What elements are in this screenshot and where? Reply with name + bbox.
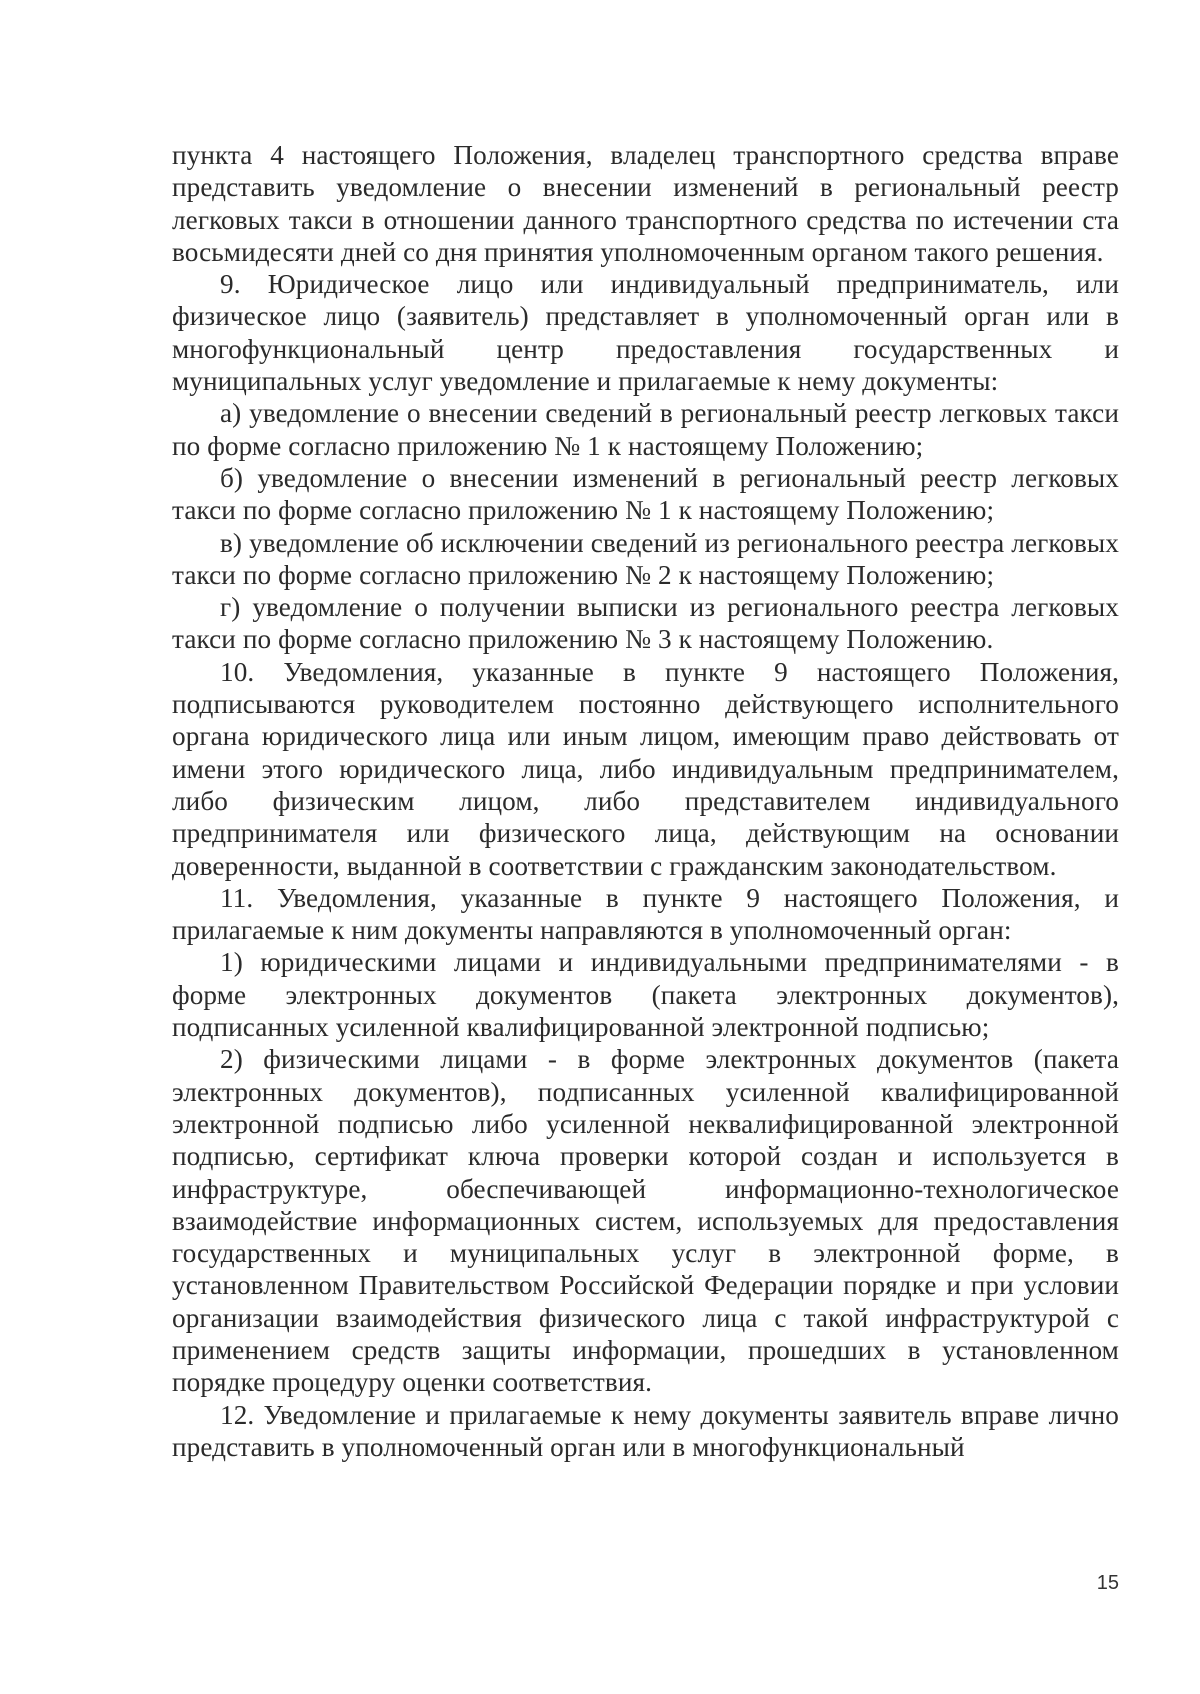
paragraph-9-b: б) уведомление о внесении изменений в региональный реестр легковых такси по форме согласно приложению № 1 к настоящему Положению;	[172, 462, 1119, 526]
document-body	[172, 139, 1119, 1463]
paragraph-9-a: а) уведомление о внесении сведений в региональный реестр легковых такси по форме согласно приложению № 1 к настоящему Положению;	[172, 398, 1119, 461]
paragraph-continuation: пункта 4 настоящего Положения, владелец транспортного средства вправе представить уведомление о внесении изменений в региональный реестр легковых такси в отношении данного транспортного средства по истечении ста восьмидесяти дней со дня принятия уполномоченным органом такого решения.	[172, 140, 1119, 267]
page-number: 15	[1096, 1572, 1119, 1594]
paragraph-9-g: г) уведомление о получении выписки из регионального реестра легковых такси по форме согласно приложению № 3 к настоящему Положению.	[172, 592, 1119, 655]
paragraph-11-1: 1) юридическими лицами и индивидуальными предпринимателями - в форме электронных документов (пакета электронных документов), подписанных усиленной квалифицированной электронной подписью;	[172, 947, 1119, 1043]
paragraph-10: 10. Уведомления, указанные в пункте 9 настоящего Положения, подписываются руководителем постоянно действующего исполнительного органа юридического лица или иным лицом, имеющим право действовать от имени этого юридического лица, либо индивидуальным предпринимателем, либо физическим лицом, либо представителем индивидуального предпринимателя или физического лица, действующим на основании доверенности, выданной в соответствии с гражданским законодательством.	[172, 656, 1119, 881]
paragraph-11: 11. Уведомления, указанные в пункте 9 настоящего Положения, и прилагаемые к ним документы направляются в уполномоченный орган:	[172, 882, 1119, 946]
paragraph-9-v: в) уведомление об исключении сведений из регионального реестра легковых такси по форме согласно приложению № 2 к настоящему Положению;	[172, 527, 1119, 590]
paragraph-11-2: 2) физическими лицами - в форме электронных документов (пакета электронных документов), подписанных усиленной квалифицированной электронной подписью либо усиленной неквалифицированной электронной подписью, сертификат ключа проверки которой создан и используется в инфраструктуре, обеспечивающей информационно-технологическое взаимодействие информационных систем, используемых для предоставления государственных и муниципальных услуг в электронной форме, в установленном Правительством Российской Федерации порядке и при условии организации взаимодействия физического лица с такой инфраструктурой с применением средств защиты информации, прошедших в установленном порядке процедуру оценки соответствия.	[172, 1044, 1119, 1398]
paragraph-9: 9. Юридическое лицо или индивидуальный предприниматель, или физическое лицо (заявитель) представляет в уполномоченный орган или в многофункциональный центр предоставления государственных и муниципальных услуг уведомление и прилагаемые к нему документы:	[172, 269, 1119, 397]
paragraph-12: 12. Уведомление и прилагаемые к нему документы заявитель вправе лично представить в уполномоченный орган или в многофункциональный	[172, 1399, 1119, 1462]
